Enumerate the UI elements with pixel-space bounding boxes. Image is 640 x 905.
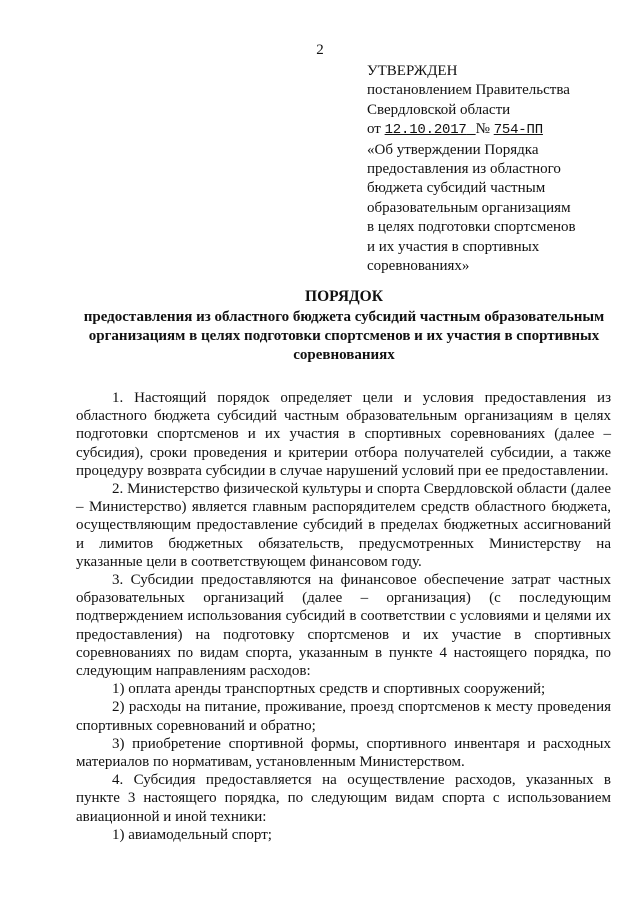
approval-line: и их участия в спортивных — [367, 238, 540, 255]
approval-line: Свердловской области — [367, 101, 511, 118]
heading-title: ПОРЯДОК — [305, 288, 383, 305]
approval-line: предоставления из областного — [367, 161, 561, 178]
approval-line: соревнованиях» — [367, 258, 470, 275]
approval-title: УТВЕРЖДЕН — [367, 63, 458, 79]
approval-line: постановлением Правительства — [367, 82, 570, 99]
approval-line: в целях подготовки спортсменов — [367, 219, 576, 236]
approval-line: «Об утверждении Порядка — [367, 141, 539, 158]
approval-number: 754-ПП — [493, 122, 543, 139]
list-item: 1) авиамодельный спорт; — [112, 826, 272, 843]
approval-stamp-block — [367, 62, 617, 276]
document-body — [76, 389, 611, 844]
number-prefix: № — [475, 121, 490, 138]
approval-line: бюджета субсидий частным — [367, 180, 546, 197]
paragraph: 1. Настоящий порядок определяет цели и условия предоставления из областного бюджета субсидий частным образовательным организациям в целях подготовки спортсменов и их участия в спортивных соревнованиях (далее – субсидия), сроки проведения и критерии отбора получателей субсидии, а также процедуру возврата субсидии в случае нарушений условий при ее предоставлении. — [76, 390, 611, 479]
list-item: 1) оплата аренды транспортных средств и спортивных сооружений; — [112, 681, 546, 698]
date-prefix: от — [367, 121, 381, 138]
approval-date-line — [367, 120, 617, 140]
paragraph: 4. Субсидия предоставляется на осуществление расходов, указанных в пункте 3 настоящего порядка, по следующим видам спорта с использованием авиационной и иной техники: — [76, 772, 611, 825]
approval-line: образовательным организациям — [367, 199, 571, 216]
heading-subtitle: предоставления из областного бюджета субсидий частным образовательным организациям в целях подготовки спортсменов и их участия в спортивных соревнованиях — [83, 309, 605, 363]
list-item: 2) расходы на питание, проживание, проезд спортсменов к месту проведения спортивных соревнований и обратно; — [76, 699, 611, 734]
paragraph: 3. Субсидии предоставляются на финансовое обеспечение затрат частных образовательных организаций (далее – организация) (с последующим подтверждением использования субсидий в соответствии с условиями и целями их предоставления) на подготовку спортсменов и их участие в спортивных соревнованиях по видам спорта, указанным в пункте 4 настоящего порядка, по следующим направлениям расходов: — [76, 572, 611, 680]
approval-date: 12.10.2017 — [384, 122, 467, 139]
list-item: 3) приобретение спортивной формы, спортивного инвентаря и расходных материалов по нормативам, установленным Министерством. — [76, 735, 611, 771]
page-number: 2 — [316, 42, 324, 58]
paragraph: 2. Министерство физической культуры и спорта Свердловской области (далее – Министерство) является главным распорядителем средств областного бюджета, осуществляющим предоставление субсидий в пределах бюджетных ассигнований и лимитов бюджетных обязательств, предусмотренных Министерству на указанные цели в соответствующем финансовом году. — [76, 481, 611, 570]
document-heading — [76, 287, 612, 365]
